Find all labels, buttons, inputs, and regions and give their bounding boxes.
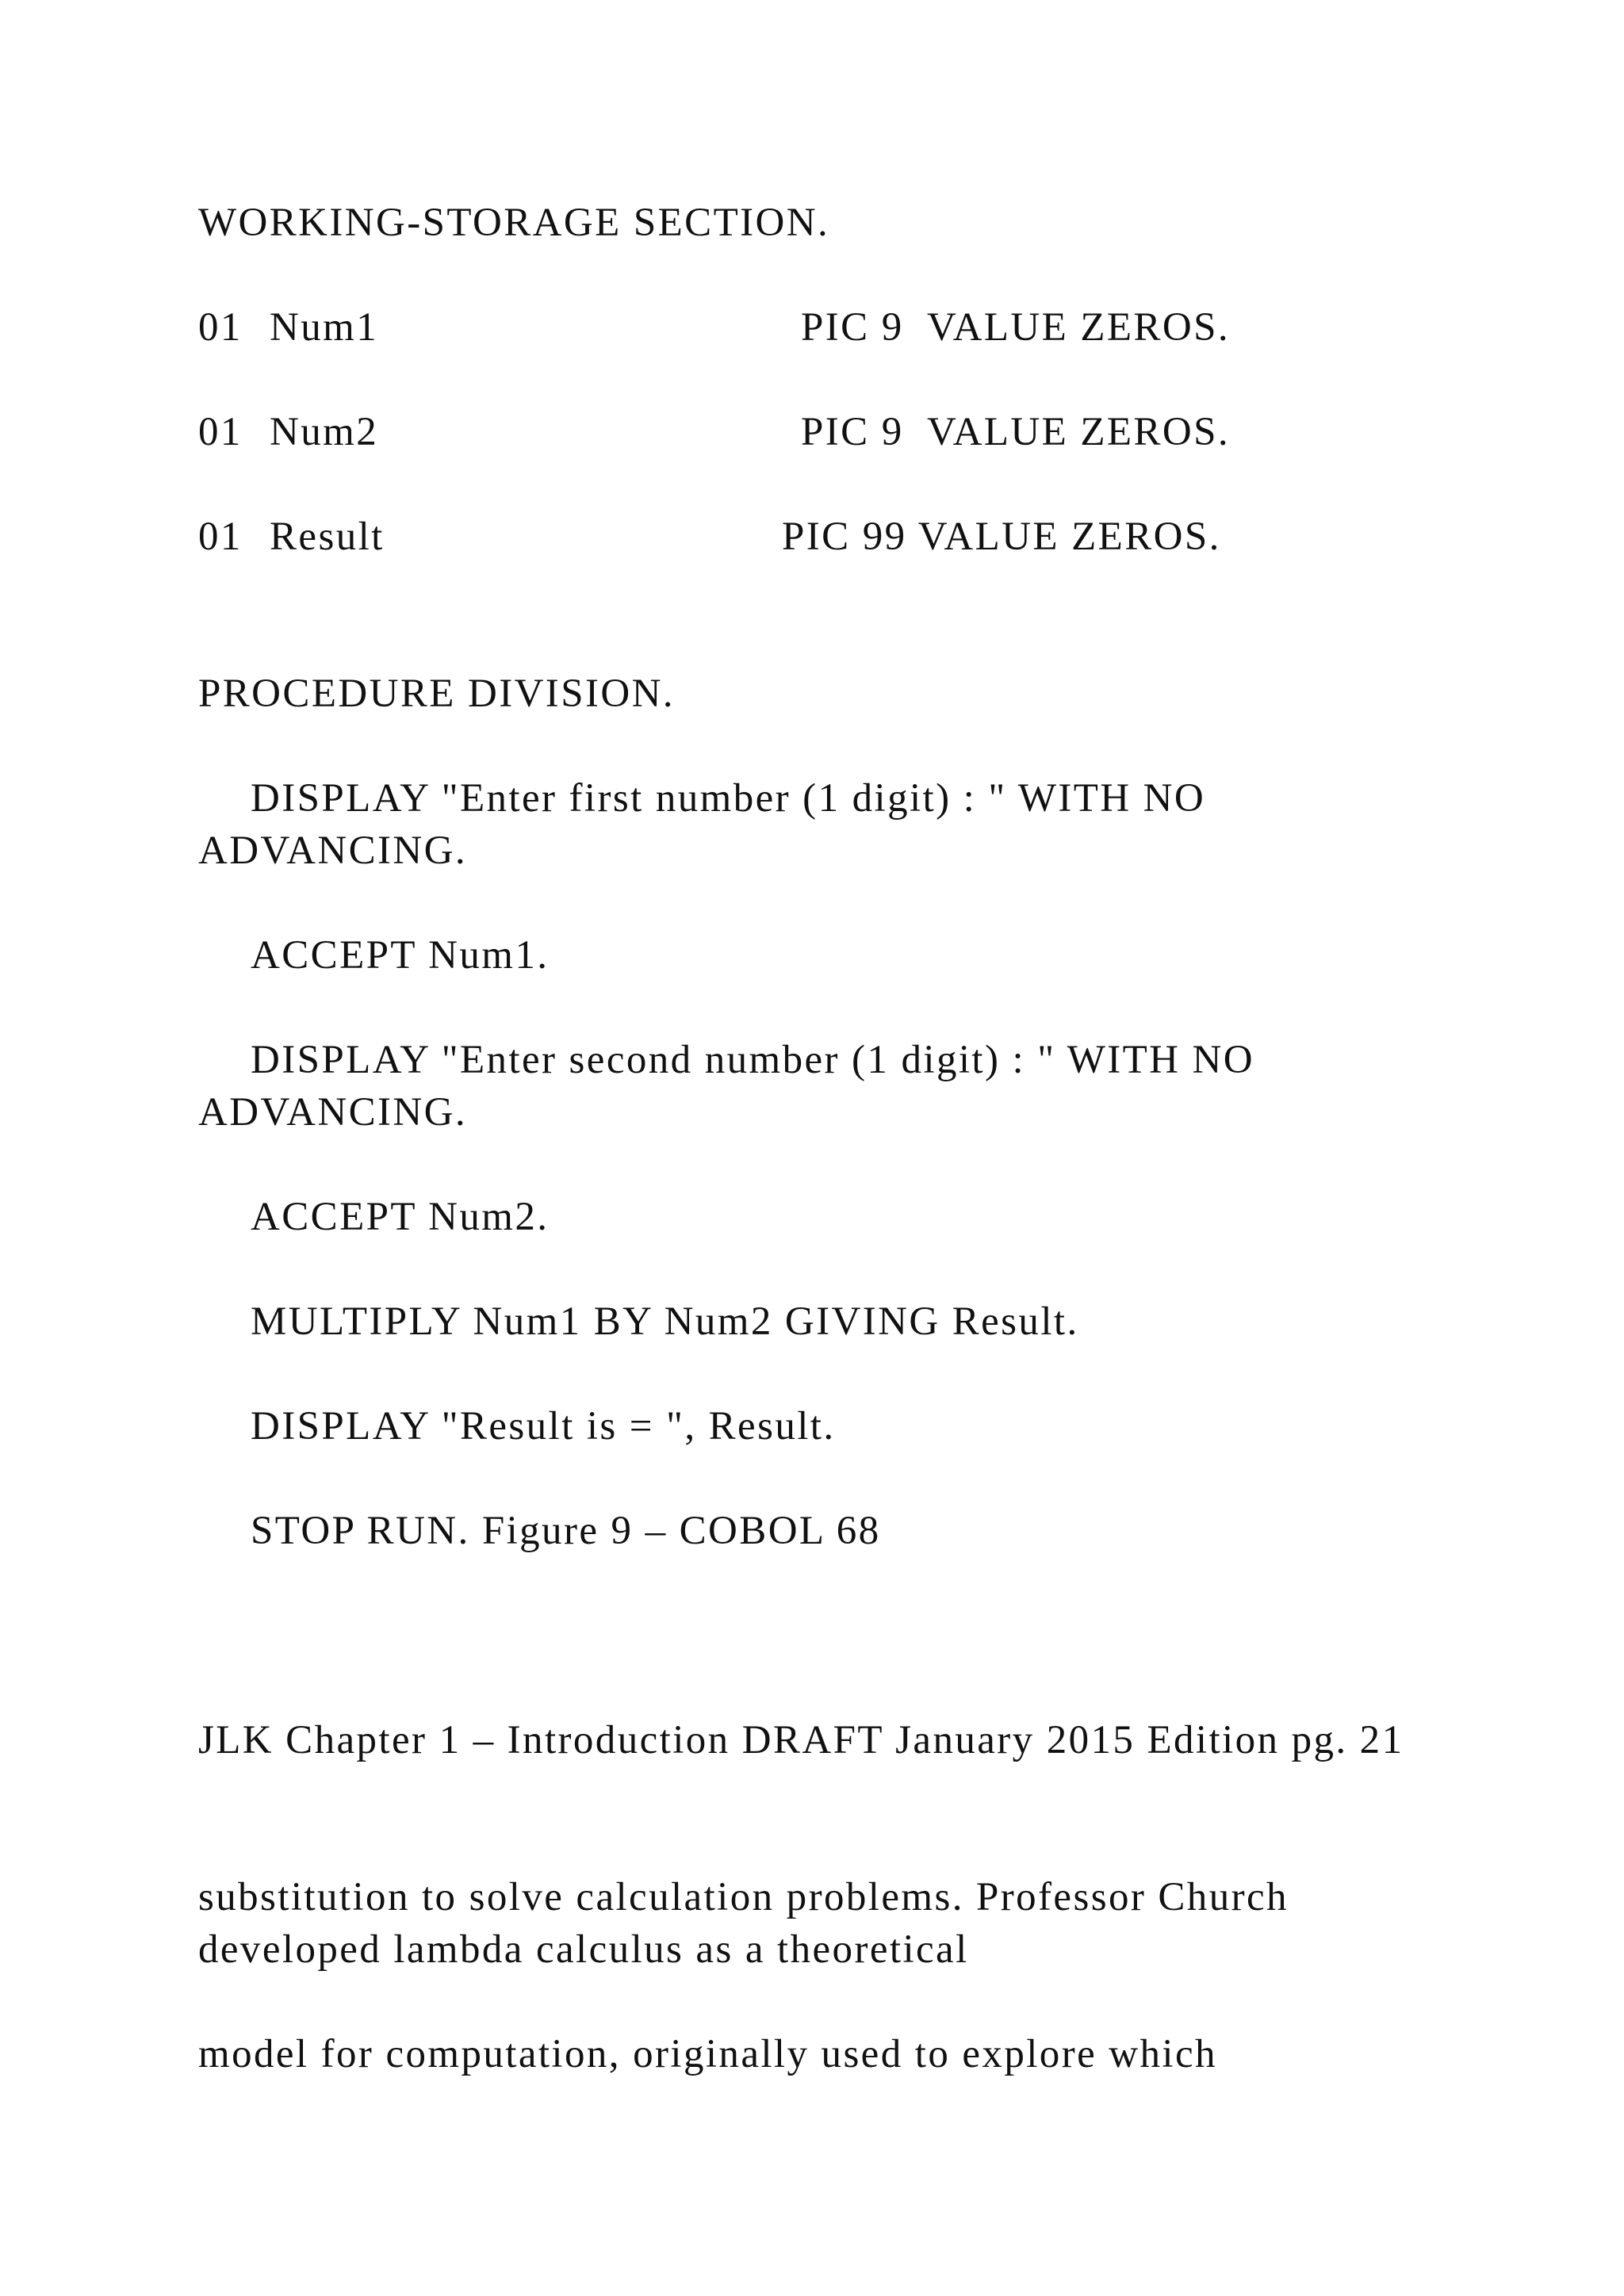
code-statement: DISPLAY "Result is = ", Result. <box>251 1404 836 1448</box>
declaration-clause: PIC 99 VALUE ZEROS. <box>782 515 1221 559</box>
code-statement: DISPLAY "Enter first number (1 digit) : " WITH NO ADVANCING. <box>198 776 1206 873</box>
body-paragraph: model for computation, originally used to explore which <box>198 2032 1217 2076</box>
declaration-clause: PIC 9 VALUE ZEROS. <box>801 410 1231 454</box>
declaration-name: Num2 <box>270 410 379 454</box>
code-statement: MULTIPLY Num1 BY Num2 GIVING Result. <box>251 1299 1079 1344</box>
declaration-clause: PIC 9 VALUE ZEROS. <box>801 305 1231 350</box>
code-statement: ACCEPT Num1. <box>251 933 550 978</box>
procedure-header: PROCEDURE DIVISION. <box>198 672 675 716</box>
declaration-name: Result <box>270 515 385 559</box>
working-storage-header: WORKING-STORAGE SECTION. <box>198 201 830 245</box>
code-statement: STOP RUN. Figure 9 – COBOL 68 <box>251 1509 881 1553</box>
declaration-level: 01 <box>198 515 243 559</box>
code-statement: DISPLAY "Enter second number (1 digit) : " WITH NO ADVANCING. <box>198 1038 1255 1135</box>
declaration-level: 01 <box>198 305 243 350</box>
declaration-level: 01 <box>198 410 243 454</box>
declaration-name: Num1 <box>270 305 379 350</box>
body-paragraph: substitution to solve calculation problems. Professor Church developed lambda calculus as a theoretical <box>198 1875 1289 1972</box>
running-header: JLK Chapter 1 – Introduction DRAFT January 2015 Edition pg. 21 <box>198 1718 1404 1762</box>
code-statement: ACCEPT Num2. <box>251 1195 550 1239</box>
